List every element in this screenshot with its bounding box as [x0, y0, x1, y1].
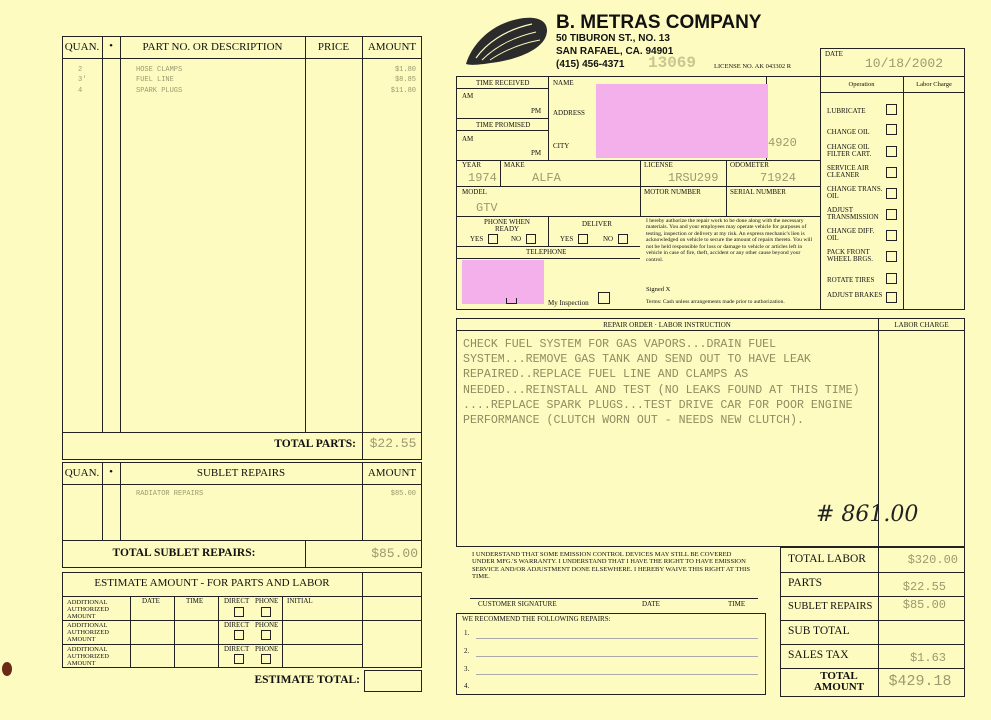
- op-rotate-tires: ROTATE TIRES: [827, 276, 875, 284]
- recommend-line: 2.: [464, 647, 470, 655]
- estimate-col-direct: DIRECT: [224, 597, 250, 605]
- redacted-telephone: [462, 260, 544, 304]
- subtotal-label: SUB TOTAL: [788, 625, 850, 637]
- op-adjust-transmission-checkbox[interactable]: [886, 209, 897, 220]
- info-col-divider: [500, 160, 501, 186]
- op-change-oil-filter: CHANGE OIL FILTER CART.: [827, 143, 872, 159]
- sublet-total-divider: [62, 540, 422, 541]
- deliver-yes-checkbox[interactable]: [578, 234, 588, 244]
- parts-header-desc: PART NO. OR DESCRIPTION: [142, 41, 283, 53]
- parts-header-dot: •: [109, 40, 113, 52]
- totals-row-divider: [780, 644, 965, 645]
- signature-line: [470, 598, 758, 599]
- year-value: 1974: [468, 171, 497, 185]
- ops-col-operation: Operation: [848, 81, 875, 88]
- odometer-value: 71924: [760, 171, 797, 185]
- op-change-trans-oil: CHANGE TRANS. OIL: [827, 185, 883, 201]
- telephone-label: TELEPHONE: [526, 248, 567, 256]
- op-service-air-cleaner-checkbox[interactable]: [886, 167, 897, 178]
- parts-row-qty: 2: [78, 66, 83, 74]
- totals-row-divider: [780, 596, 965, 597]
- recommend-line-rule: [476, 656, 758, 657]
- total-labor-label: TOTAL LABOR: [788, 553, 866, 565]
- phone-yes-checkbox[interactable]: [488, 234, 498, 244]
- estimate-row-label: ADDITIONAL AUTHORIZED AMOUNT: [67, 599, 109, 621]
- parts-header-price: PRICE: [317, 41, 350, 53]
- recommend-line: 4.: [464, 682, 470, 690]
- name-label: NAME: [553, 79, 574, 87]
- sublet-header-divider: [62, 484, 422, 485]
- totals-row-divider: [780, 668, 965, 669]
- year-label: YEAR: [462, 161, 482, 169]
- estimate-total-box: [364, 670, 422, 692]
- phone-no-checkbox[interactable]: [526, 234, 536, 244]
- parts-row-desc: FUEL LINE: [136, 76, 174, 84]
- estimate-col-initial: INITIAL: [287, 597, 313, 605]
- repair-order-title: REPAIR ORDER · LABOR INSTRUCTION: [603, 321, 731, 329]
- company-street: 50 TIBURON ST., NO. 13: [556, 33, 670, 44]
- address-label: ADDRESS: [553, 109, 585, 117]
- estimate-col-date: DATE: [142, 597, 160, 605]
- total-amount-value: $429.18: [888, 673, 952, 690]
- time-received-label: TIME RECEIVED: [476, 79, 530, 87]
- company-name: B. METRAS COMPANY: [556, 12, 762, 33]
- invoice-number: 13069: [648, 54, 697, 72]
- phone-yes-label: YES: [470, 235, 484, 243]
- ops-col-divider: [903, 76, 904, 310]
- date-value: 10/18/2002: [864, 56, 943, 71]
- totals-row-divider: [780, 620, 965, 621]
- model-label: MODEL: [462, 188, 487, 196]
- redacted-customer-info: [596, 84, 768, 158]
- parts-total-label: TOTAL PARTS:: [274, 438, 356, 450]
- recommend-line: 1.: [464, 629, 470, 637]
- op-adjust-brakes: ADJUST BRAKES: [827, 291, 883, 299]
- estimate-direct-checkbox[interactable]: [234, 654, 244, 664]
- estimate-col-direct: DIRECT: [224, 621, 250, 629]
- city-label: CITY: [553, 142, 570, 150]
- am-label: AM: [462, 92, 474, 100]
- op-change-trans-oil-checkbox[interactable]: [886, 188, 897, 199]
- odometer-label: ODOMETER: [730, 161, 769, 169]
- inspection-checkbox[interactable]: [506, 298, 517, 304]
- op-pack-front-wheel: PACK FRONT WHEEL BRGS.: [827, 248, 874, 264]
- time-promised-label: TIME PROMISED: [476, 121, 531, 129]
- info-row-divider: [456, 118, 548, 119]
- op-service-air-cleaner: SERVICE AIR CLEANER: [827, 164, 870, 180]
- total-labor-value: $320.00: [907, 553, 958, 567]
- parts-row-qty: 4: [78, 87, 83, 95]
- emission-date-label: DATE: [642, 600, 660, 608]
- serial-label: SERIAL NUMBER: [730, 188, 786, 196]
- make-value: ALFA: [532, 171, 561, 185]
- info-row-divider: [456, 186, 821, 187]
- city-value-tail: 4920: [768, 136, 797, 150]
- info-row-divider: [456, 88, 548, 89]
- sublet-header-amount: AMOUNT: [367, 467, 417, 479]
- op-adjust-transmission: ADJUST TRANSMISSION: [827, 206, 879, 222]
- terms-text: Terms: Cash unless arrangements made prior to authorization.: [646, 299, 785, 305]
- model-value: GTV: [476, 201, 498, 215]
- deliver-no-checkbox[interactable]: [618, 234, 628, 244]
- inspection-label: My Inspection: [548, 299, 589, 307]
- parts-total-value: $22.55: [369, 436, 417, 451]
- recommend-block: [456, 613, 766, 695]
- estimate-col-time: TIME: [186, 597, 204, 605]
- totals-col-divider: [878, 547, 879, 697]
- estimate-row-divider: [62, 644, 362, 645]
- parts-header-amount: AMOUNT: [367, 41, 417, 53]
- estimate-col-phone: PHONE: [255, 621, 279, 629]
- date-label: DATE: [825, 50, 843, 58]
- license-value: 1RSU299: [668, 171, 719, 185]
- estimate-col-divider: [218, 596, 219, 668]
- repair-instructions: CHECK FUEL SYSTEM FOR GAS VAPORS...DRAIN FUEL SYSTEM...REMOVE GAS TANK AND SEND OUT TO HAVE LEAK REPAIRED..REPLACE FUEL LINE AND CLAMPS AS NEEDED...REINSTALL AND TEST (NO LEAKS FOUND AT THIS TIME) ....REPLACE SPARK PLUGS...TEST DRIVE CAR FOR POOR ENGINE PERFORMANCE (CLUTCH WORN OUT - NEEDS NEW CLUTCH).: [463, 338, 860, 428]
- parts-total-divider: [62, 432, 422, 433]
- estimate-row-label: ADDITIONAL AUTHORIZED AMOUNT: [67, 622, 109, 644]
- company-phone: (415) 456-4371: [556, 59, 625, 70]
- license-label: LICENSE: [644, 161, 673, 169]
- op-rotate-tires-checkbox[interactable]: [886, 273, 897, 284]
- estimate-col-phone: PHONE: [255, 597, 279, 605]
- parts-row-qty: 3': [78, 76, 87, 84]
- estimate-phone-checkbox[interactable]: [261, 607, 271, 617]
- pm-label: PM: [531, 107, 542, 115]
- estimate-col-divider: [282, 596, 283, 668]
- op-change-diff-oil: CHANGE DIFF. OIL: [827, 227, 875, 243]
- company-logo-icon: [462, 14, 552, 70]
- recommend-title: WE RECOMMEND THE FOLLOWING REPAIRS:: [462, 615, 611, 623]
- deliver-yes-label: YES: [560, 235, 574, 243]
- info-row-divider: [456, 216, 821, 217]
- info-row-divider: [456, 258, 640, 259]
- sublet-repairs-value: $85.00: [902, 598, 946, 612]
- sublet-total-label: TOTAL SUBLET REPAIRS:: [112, 547, 256, 559]
- sublet-total-value: $85.00: [371, 546, 418, 561]
- sales-tax-label: SALES TAX: [788, 649, 849, 661]
- parts-row-desc: SPARK PLUGS: [136, 87, 183, 95]
- estimate-col-phone: PHONE: [255, 645, 279, 653]
- estimate-direct-checkbox[interactable]: [234, 607, 244, 617]
- emission-text: I UNDERSTAND THAT SOME EMISSION CONTROL DEVICES MAY STILL BE COVERED UNDER MFG.'S WARRANTY. I UNDERSTAND THAT I HAVE THE RIGHT TO HAVE EMISSION SERVICE AND/OR ADJUSTMENT DONE ELSEWHERE. I HEREBY WAIVE THIS RIGHT AT THIS TIME.: [472, 551, 750, 581]
- parts-col-divider: [305, 36, 306, 432]
- company-city: SAN RAFAEL, CA. 94901: [556, 46, 674, 57]
- estimate-total-label: ESTIMATE TOTAL:: [254, 674, 360, 686]
- sublet-repairs-label: SUBLET REPAIRS: [788, 601, 873, 612]
- deliver-label: DELIVER: [582, 220, 612, 228]
- ops-col-labor: Labor Charge: [916, 81, 952, 88]
- parts-col-divider: [120, 36, 121, 432]
- parts-row-desc: HOSE CLAMPS: [136, 66, 183, 74]
- estimate-col-direct: DIRECT: [224, 645, 250, 653]
- recommend-line: 3.: [464, 665, 470, 673]
- parts-row-amount: $8.85: [394, 76, 416, 84]
- info-col-divider: [548, 216, 549, 246]
- estimate-direct-checkbox[interactable]: [234, 630, 244, 640]
- authorization-text: I hereby authorize the repair work to be done along with the necessary materials. You and your employees may operate vehicle for purposes of testing, inspection or delivery at my risk. An express mechanic's lien is acknowledged on vehicle to secure the amount of repairs thereto. You will not be held responsible for loss or damage to vehicle or articles left in vehicle in case of fire, theft, accident or any other cause beyond your control.: [646, 218, 813, 263]
- license-number: LICENSE NO. AK 043302 R: [714, 63, 792, 70]
- info-row-divider: [456, 246, 640, 247]
- op-change-oil-filter-checkbox[interactable]: [886, 146, 897, 157]
- info-col-divider: [548, 76, 549, 160]
- estimate-phone-checkbox[interactable]: [261, 654, 271, 664]
- repair-header-divider: [456, 330, 965, 331]
- parts-row-amount: $1.80: [394, 66, 416, 74]
- pm-label: PM: [531, 149, 542, 157]
- phone-when-ready-label: PHONE WHEN READY: [484, 218, 530, 234]
- estimate-phone-checkbox[interactable]: [261, 630, 271, 640]
- sublet-header-quan: QUAN.: [64, 467, 100, 479]
- totals-row-divider: [780, 572, 965, 573]
- recommend-line-rule: [476, 638, 758, 639]
- phone-no-label: NO: [511, 235, 522, 243]
- parts-label: PARTS: [788, 577, 823, 589]
- parts-table: [62, 36, 422, 460]
- parts-value: $22.55: [902, 580, 946, 594]
- op-change-oil-checkbox[interactable]: [886, 124, 897, 135]
- op-lubricate-checkbox[interactable]: [886, 104, 897, 115]
- op-pack-front-wheel-checkbox[interactable]: [886, 251, 897, 262]
- ops-divider: [820, 92, 965, 93]
- estimate-title: ESTIMATE AMOUNT - FOR PARTS AND LABOR: [94, 577, 330, 589]
- parts-header-divider: [62, 58, 422, 59]
- emission-time-label: TIME: [728, 600, 746, 608]
- op-lubricate: LUBRICATE: [827, 107, 866, 115]
- labor-charge-title: LABOR CHARGE: [894, 321, 949, 329]
- parts-header-quan: QUAN.: [64, 41, 100, 53]
- sublet-row-desc: RADIATOR REPAIRS: [136, 490, 204, 498]
- info-col-divider: [726, 160, 727, 216]
- sales-tax-value: $1.63: [909, 651, 946, 665]
- am-label: AM: [462, 135, 474, 143]
- signed-label[interactable]: Signed X: [646, 286, 671, 293]
- total-amount-label: TOTAL AMOUNT: [813, 670, 865, 693]
- motor-label: MOTOR NUMBER: [644, 188, 701, 196]
- customer-signature-label[interactable]: CUSTOMER SIGNATURE: [478, 600, 557, 608]
- sublet-header-desc: SUBLET REPAIRS: [196, 467, 286, 479]
- page-stain: [2, 662, 12, 676]
- estimate-col-divider: [130, 596, 131, 668]
- info-col-divider: [640, 160, 641, 216]
- make-label: MAKE: [504, 161, 525, 169]
- info-row-divider: [456, 130, 548, 131]
- ops-divider: [820, 76, 965, 77]
- inspection-checkbox[interactable]: [598, 292, 610, 304]
- sublet-row-amount: $85.00: [390, 490, 416, 498]
- estimate-col-divider: [174, 596, 175, 668]
- parts-col-divider: [102, 36, 103, 432]
- recommend-line-rule: [476, 674, 758, 675]
- parts-row-amount: $11.80: [390, 87, 416, 95]
- op-change-oil: CHANGE OIL: [827, 128, 870, 136]
- handwritten-note: # 861.00: [816, 502, 919, 527]
- op-adjust-brakes-checkbox[interactable]: [886, 292, 897, 303]
- estimate-row-label: ADDITIONAL AUTHORIZED AMOUNT: [67, 646, 109, 668]
- sublet-header-dot: •: [109, 466, 113, 478]
- op-change-diff-oil-checkbox[interactable]: [886, 230, 897, 241]
- deliver-no-label: NO: [603, 235, 614, 243]
- parts-col-divider: [362, 36, 363, 460]
